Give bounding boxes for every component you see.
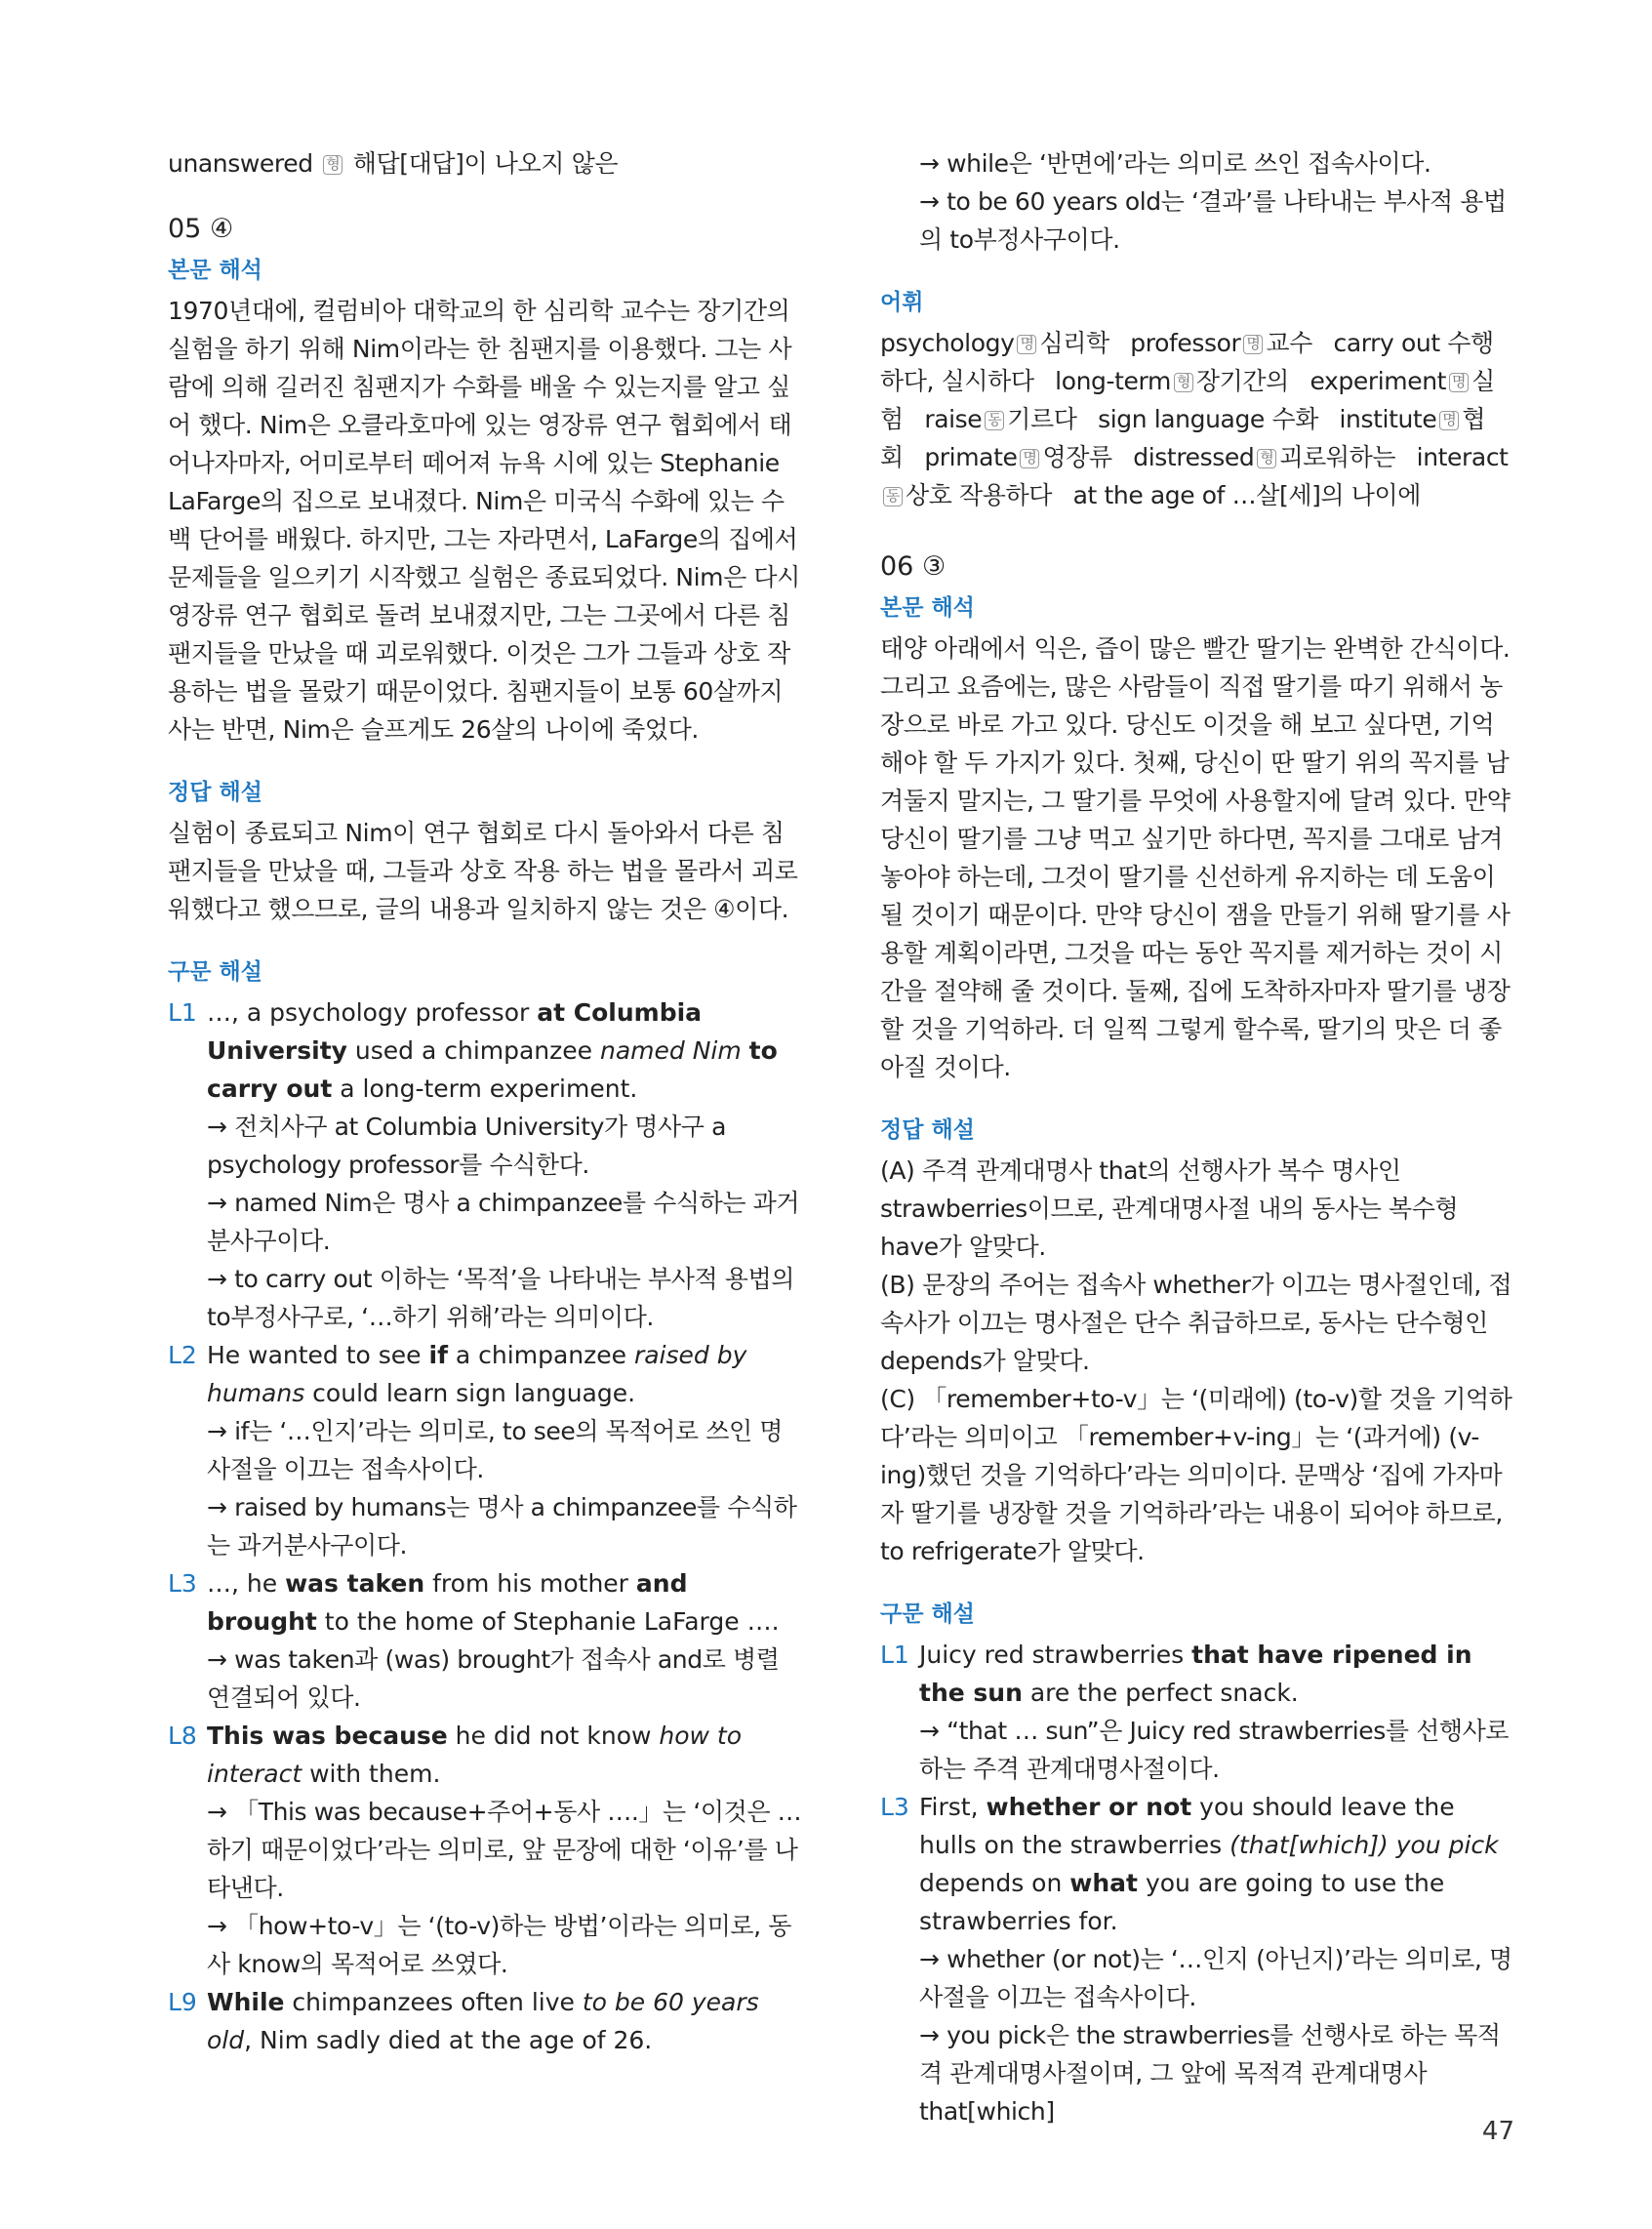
- example-sentence: [207, 1336, 802, 1412]
- line-label: L3: [880, 1793, 909, 1821]
- vocab-word: primate: [924, 443, 1018, 471]
- example-sentence: [207, 993, 802, 1108]
- line-label: L3: [168, 1569, 197, 1598]
- sentence-part: a chimpanzee: [447, 1341, 634, 1369]
- vocab-word: institute: [1339, 405, 1437, 433]
- sentence-part: (that[which]) you pick: [1229, 1831, 1499, 1859]
- syntax-entry-l8: [168, 1717, 802, 1983]
- syntax-entry-l3: [880, 1788, 1514, 2130]
- sentence-part: raised by humans: [207, 1341, 747, 1407]
- line-body: [207, 1336, 802, 1564]
- question-number-05: 05 ④: [168, 214, 234, 244]
- part-of-speech-tag: 동: [985, 411, 1004, 430]
- syntax-entry-l3: [168, 1564, 802, 1717]
- vocab-item: [1055, 367, 1289, 395]
- vocab-meaning: 실험: [880, 367, 1495, 433]
- vocab-word: interact: [1416, 443, 1509, 471]
- vocab-word: at the age of: [1072, 481, 1226, 509]
- line-body: [919, 1636, 1514, 1788]
- sentence-part: could learn sign language.: [304, 1379, 636, 1407]
- sentence-part: from his mother: [424, 1569, 636, 1598]
- part-of-speech-tag: 형: [1174, 373, 1193, 392]
- vocab-word: sign language: [1098, 405, 1265, 433]
- sentence-part: named Nim: [600, 1036, 742, 1065]
- syntax-heading: 구문 해설: [880, 1601, 975, 1627]
- line-body: [207, 1564, 802, 1717]
- sentence-part: was taken: [285, 1569, 425, 1598]
- vocab-item: [1130, 329, 1312, 357]
- vocab-meaning: 장기간의: [1195, 367, 1289, 395]
- syntax-note: → 「This was because+주어+동사 ….」는 ‘이것은 …하기 때문이었다’라는 의미로, 앞 문장에 대한 ‘이유’를 나타낸다.: [207, 1798, 802, 1902]
- line-label: L8: [168, 1722, 197, 1750]
- syntax-entry-l9: [168, 1983, 802, 2059]
- sentence-part: chimpanzees often live: [284, 1988, 583, 2016]
- vocab-unanswered: [168, 144, 802, 182]
- sentence-part: …, he: [207, 1569, 286, 1598]
- answer-item-b: (B) 문장의 주어는 접속사 whether가 이끄는 명사절인데, 접속사가 이끄는 명사절은 단수 취급하므로, 동사는 단수형인 depends가 알맞다.: [880, 1271, 1512, 1375]
- syntax-note: → was taken과 (was) brought가 접속사 and로 병렬 연결되어 있다.: [207, 1645, 780, 1712]
- syntax-note: → raised by humans는 명사 a chimpanzee를 수식하는 과거분사구이다.: [207, 1493, 797, 1560]
- answer-heading: 정답 해설: [880, 1117, 975, 1143]
- syntax-entry-l2: [168, 1336, 802, 1564]
- vocab-meaning: 수행하다, 실시하다: [880, 329, 1494, 395]
- part-of-speech-tag: 명: [1439, 411, 1459, 430]
- continued-notes: [880, 144, 1514, 259]
- vocab-meaning: 영장류: [1042, 443, 1112, 471]
- vocab-word: distressed: [1133, 443, 1255, 471]
- answer-item-a: (A) 주격 관계대명사 that의 선행사가 복수 명사인 strawberries이므로, 관계대명사절 내의 동사는 복수형 have가 알맞다.: [880, 1156, 1459, 1261]
- vocab-word: psychology: [880, 329, 1015, 357]
- vocab-word: unanswered: [168, 149, 313, 178]
- sentence-part: what: [1069, 1869, 1138, 1897]
- sentence-part: whether or not: [986, 1793, 1192, 1821]
- sentence-part: He wanted to see: [207, 1341, 429, 1369]
- vocab-meaning: 수화: [1271, 405, 1318, 433]
- syntax-note: → 전치사구 at Columbia University가 명사구 a psychology professor를 수식한다.: [207, 1113, 727, 1179]
- translation-text: 1970년대에, 컬럼비아 대학교의 한 심리학 교수는 장기간의 실험을 하기 위해 Nim이라는 한 침팬지를 이용했다. 그는 사람에 의해 길러진 침팬지가 수화를 배울 수 있는지를 알고 싶어 했다. Nim은 오클라호마에 있는 영장류 연구 협회에서 태어나자마자, 어미로부터 떼어져 뉴욕 시에 있는 Stephanie LaFarge의 집으로 보내졌다. Nim은 미국식 수화에 있는 수백 단어를 배웠다. 하지만, 그는 자라면서, LaFarge의 집에서 문제들을 일으키기 시작했고 실험은 종료되었다. Nim은 다시 영장류 연구 협회로 돌려 보내졌지만, 그는 그곳에서 다른 침팬지들을 만났을 때 괴로워했다. 이것은 그가 그들과 상호 작용하는 법을 몰랐기 때문이었다. 침팬지들이 보통 60살까지 사는 반면, Nim은 슬프게도 26살의 나이에 죽었다.: [168, 297, 800, 744]
- translation-heading: 본문 해석: [168, 258, 262, 283]
- sentence-part: you are going to use the strawberries for.: [919, 1869, 1445, 1935]
- syntax-heading: 구문 해설: [168, 959, 262, 985]
- example-sentence: [919, 1636, 1514, 1712]
- syntax-note: → “that … sun”은 Juicy red strawberries를 선행사로 하는 주격 관계대명사절이다.: [919, 1717, 1510, 1783]
- line-body: [207, 1717, 802, 1983]
- sentence-part: First,: [919, 1793, 987, 1821]
- answer-text: 실험이 종료되고 Nim이 연구 협회로 다시 돌아와서 다른 침팬지들을 만났을 때, 그들과 상호 작용 하는 법을 몰라서 괴로워했다고 했으므로, 글의 내용과 일치하지 않는 것은 ④이다.: [168, 819, 798, 923]
- line-label: L1: [880, 1641, 909, 1669]
- syntax-note: → you pick은 the strawberries를 선행사로 하는 목적격 관계대명사절이며, 그 앞에 목적격 관계대명사 that[which]: [919, 2021, 1501, 2126]
- vocab-word: long-term: [1055, 367, 1171, 395]
- vocab-meaning: 괴로워하는: [1279, 443, 1396, 471]
- sentence-part: …, a psychology professor: [207, 998, 538, 1027]
- translation-heading: 본문 해석: [880, 595, 975, 621]
- part-of-speech-tag: 형: [323, 155, 342, 175]
- page-number: 47: [1481, 2117, 1514, 2146]
- syntax-entry-l1: [880, 1636, 1514, 1788]
- sentence-part: at Columbia University: [207, 998, 703, 1065]
- line-body: [207, 1983, 802, 2059]
- vocab-word: professor: [1130, 329, 1241, 357]
- vocab-item: [1073, 481, 1421, 509]
- sentence-part: you should leave the hulls on the strawberries: [919, 1793, 1455, 1859]
- vocab-word: carry out: [1333, 329, 1440, 357]
- left-column: [168, 144, 802, 2059]
- sentence-part: are the perfect snack.: [1022, 1679, 1299, 1707]
- vocab-item: [1098, 405, 1318, 433]
- vocab-meaning: 협회: [880, 405, 1486, 471]
- vocab-meaning: 기르다: [1007, 405, 1077, 433]
- answer-item-c: (C) 「remember+to-v」는 ‘(미래에) (to-v)할 것을 기억하다’라는 의미이고 「remember+v-ing」는 ‘(과거에) (v-ing)했던 것을 기억하다’라는 의미이다. 문맥상 ‘집에 가자마자 딸기를 냉장할 것을 기억하라’라는 내용이 되어야 하므로, to refrigerate가 알맞다.: [880, 1385, 1512, 1565]
- syntax-note: → whether (or not)는 ‘…인지 (아닌지)’라는 의미로, 명사절을 이끄는 접속사이다.: [919, 1945, 1512, 2011]
- vocab-word: experiment: [1310, 367, 1447, 395]
- vocab-word: raise: [924, 405, 983, 433]
- sentence-part: to the home of Stephanie LaFarge ….: [316, 1607, 780, 1636]
- part-of-speech-tag: 명: [1017, 335, 1036, 354]
- answer-heading: 정답 해설: [168, 780, 262, 805]
- syntax-entry-l1: [168, 993, 802, 1336]
- sentence-part: depends on: [919, 1869, 1070, 1897]
- sentence-part: how to interact: [207, 1722, 743, 1788]
- sentence-part: to be 60 years old: [207, 1988, 759, 2054]
- vocab-item: [924, 405, 1076, 433]
- line-label: L9: [168, 1988, 197, 2016]
- part-of-speech-tag: 명: [1243, 335, 1263, 354]
- part-of-speech-tag: 형: [1257, 449, 1276, 468]
- sentence-part: , Nim sadly died at the age of 26.: [244, 2026, 653, 2054]
- vocab-list: [880, 324, 1514, 514]
- vocab-item: [1133, 443, 1395, 471]
- vocab-item: [924, 443, 1111, 471]
- part-of-speech-tag: 동: [883, 487, 903, 507]
- vocab-item: [880, 329, 1109, 357]
- vocab-meaning: 상호 작용하다: [906, 481, 1053, 509]
- sentence-part: Juicy red strawberries: [919, 1641, 1192, 1669]
- line-label: L1: [168, 998, 197, 1027]
- syntax-note: → to carry out 이하는 ‘목적’을 나타내는 부사적 용법의 to부정사구로, ‘…하기 위해’라는 의미이다.: [207, 1265, 795, 1331]
- vocab-meaning: 심리학: [1039, 329, 1109, 357]
- example-sentence: [207, 1983, 802, 2059]
- vocab-meaning: 해답[대답]이 나오지 않은: [352, 149, 619, 178]
- sentence-part: While: [207, 1988, 285, 2016]
- vocab-meaning: 교수: [1266, 329, 1312, 357]
- example-sentence: [207, 1564, 802, 1641]
- right-column: [880, 144, 1514, 2130]
- sentence-part: used a chimpanzee: [346, 1036, 600, 1065]
- syntax-note: → if는 ‘…인지’라는 의미로, to see의 목적어로 쓰인 명사절을 이끄는 접속사이다.: [207, 1417, 783, 1483]
- syntax-note: → named Nim은 명사 a chimpanzee를 수식하는 과거분사구이다.: [207, 1189, 800, 1255]
- sentence-part: This was because: [207, 1722, 448, 1750]
- syntax-note: → 「how+to-v」는 ‘(to-v)하는 방법’이라는 의미로, 동사 know의 목적어로 쓰였다.: [207, 1912, 791, 1978]
- line-body: [919, 1788, 1514, 2130]
- syntax-note: → to be 60 years old는 ‘결과’를 나타내는 부사적 용법의 to부정사구이다.: [919, 187, 1507, 254]
- example-sentence: [207, 1717, 802, 1793]
- syntax-note: → while은 ‘반면에’라는 의미로 쓰인 접속사이다.: [919, 149, 1431, 178]
- vocab-meaning: …살[세]의 나이에: [1231, 481, 1421, 509]
- sentence-part: if: [428, 1341, 448, 1369]
- vocab-heading: 어휘: [880, 290, 924, 315]
- part-of-speech-tag: 명: [1449, 373, 1469, 392]
- sentence-part: that have ripened in the sun: [919, 1641, 1472, 1707]
- example-sentence: [919, 1788, 1514, 1940]
- translation-text: 태양 아래에서 익은, 즙이 많은 빨간 딸기는 완벽한 간식이다. 그리고 요즘에는, 많은 사람들이 직접 딸기를 따기 위해서 농장으로 바로 가고 있다. 당신도 이것을 해 보고 싶다면, 기억해야 할 두 가지가 있다. 첫째, 당신이 딴 딸기 위의 꼭지를 남겨둘지 말지는, 그 딸기를 무엇에 사용할지에 달려 있다. 만약 당신이 딸기를 그냥 먹고 싶기만 하다면, 꼭지를 그대로 남겨 놓아야 하는데, 그것이 딸기를 신선하게 유지하는 데 도움이 될 것이기 때문이다. 만약 당신이 잼을 만들기 위해 딸기를 사용할 계획이라면, 그것을 따는 동안 꼭지를 제거하는 것이 시간을 절약해 줄 것이다. 둘째, 집에 도착하자마자 딸기를 냉장할 것을 기억하라. 더 일찍 그렇게 할수록, 딸기의 맛은 더 좋아질 것이다.: [880, 634, 1511, 1081]
- line-label: L2: [168, 1341, 197, 1369]
- question-number-06: 06 ③: [880, 551, 947, 582]
- part-of-speech-tag: 명: [1020, 449, 1039, 468]
- sentence-part: and brought: [207, 1569, 688, 1636]
- sentence-part: he did not know: [447, 1722, 660, 1750]
- line-body: [207, 993, 802, 1336]
- sentence-part: [742, 1036, 749, 1065]
- sentence-part: to carry out: [207, 1036, 778, 1103]
- sentence-part: a long-term experiment.: [332, 1074, 638, 1103]
- sentence-part: with them.: [302, 1760, 441, 1788]
